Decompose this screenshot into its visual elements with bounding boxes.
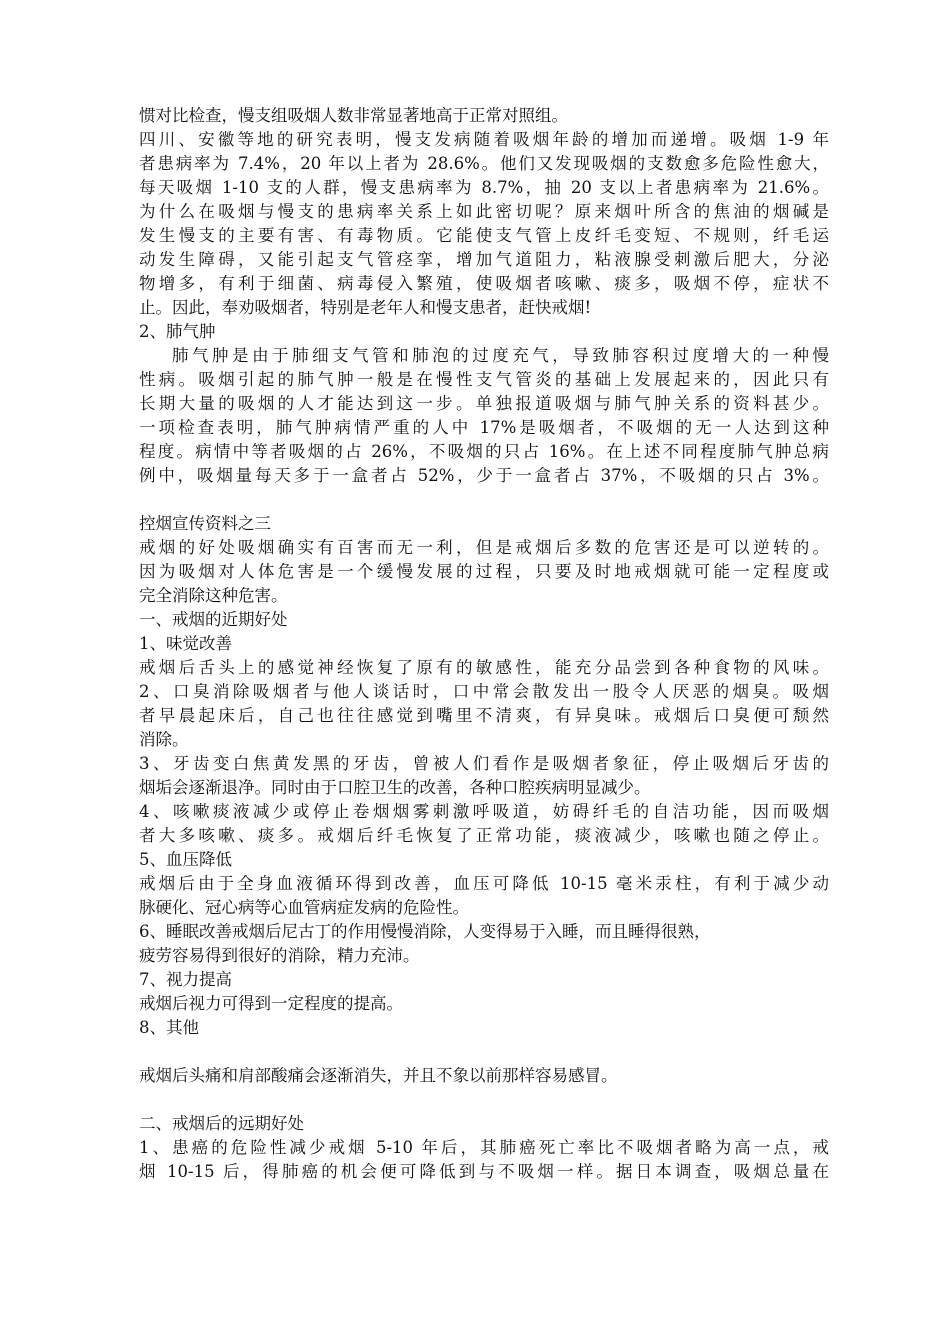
text-line: 性病。吸烟引起的肺气肿一般是在慢性支气管炎的基础上发展起来的，因此只有	[139, 370, 829, 389]
text-line: 程度。病情中等者吸烟的占 26%，不吸烟的只占 16%。在上述不同程度肺气肿总病	[139, 442, 829, 461]
blank-line	[139, 1088, 829, 1112]
section-heading: 2、肺气肿	[139, 322, 216, 341]
text-line: 烟垢会逐渐退净。同时由于口腔卫生的改善，各种口腔疾病明显减少。	[139, 778, 651, 797]
text-line: 戒烟后舌头上的感觉神经恢复了原有的敏感性，能充分品尝到各种食物的风味。	[139, 658, 829, 677]
text-line: 例中，吸烟量每天多于一盒者占 52%，少于一盒者占 37%，不吸烟的只占 3%。	[139, 466, 829, 485]
text-line: 烟 10-15 后，得肺癌的机会便可降低到与不吸烟一样。据日本调查，吸烟总量在	[139, 1162, 829, 1181]
text-line: 脉硬化、冠心病等心血管病症发病的危险性。	[139, 898, 469, 917]
blank-line	[139, 488, 829, 512]
text-line: 疲劳容易得到很好的消除，精力充沛。	[139, 946, 420, 965]
text-line: 肺气肿是由于肺细支气管和肺泡的过度充气，导致肺容积过度增大的一种慢	[172, 346, 829, 365]
text-line: 为什么在吸烟与慢支的患病率关系上如此密切呢？原来烟叶所含的焦油的烟碱是	[139, 202, 829, 221]
document-page	[139, 104, 829, 1184]
section-heading: 8、其他	[139, 1018, 199, 1037]
section-heading: 1、味觉改善	[139, 634, 232, 653]
text-line: 戒烟后由于全身血液循环得到改善，血压可降低 10-15 毫米汞柱，有利于减少动	[139, 874, 829, 893]
text-line: 4、咳嗽痰液减少或停止卷烟烟雾刺激呼吸道，妨碍纤毛的自洁功能，因而吸烟	[139, 802, 829, 821]
text-line: 惯对比检查，慢支组吸烟人数非常显著地高于正常对照组。	[139, 106, 568, 125]
text-line: 因为吸烟对人体危害是一个缓慢发展的过程，只要及时地戒烟就可能一定程度或	[139, 562, 829, 581]
text-line: 完全消除这种危害。	[139, 586, 288, 605]
blank-line	[139, 1040, 829, 1064]
text-line: 物增多，有利于细菌、病毒侵入繁殖，使吸烟者咳嗽、痰多，吸烟不停，症状不	[139, 274, 829, 293]
text-line: 6、睡眠改善戒烟后尼古丁的作用慢慢消除，人变得易于入睡，而且睡得很熟，	[139, 922, 711, 941]
text-line: 者患病率为 7.4%，20 年以上者为 28.6%。他们又发现吸烟的支数愈多危险性愈大，	[139, 154, 829, 173]
text-line: 止。因此，奉劝吸烟者，特别是老年人和慢支患者，赶快戒烟!	[139, 298, 592, 317]
text-line: 每天吸烟 1-10 支的人群，慢支患病率为 8.7%，抽 20 支以上者患病率为 21.6%。	[139, 178, 829, 197]
text-line: 发生慢支的主要有害、有毒物质。它能使支气管上皮纤毛变短、不规则，纤毛运	[139, 226, 829, 245]
section-heading: 7、视力提高	[139, 970, 232, 989]
text-line: 动发生障碍，又能引起支气管痉挛，增加气道阻力，粘液腺受刺激后肥大，分泌	[139, 250, 829, 269]
text-line: 长期大量的吸烟的人才能达到这一步。单独报道吸烟与肺气肿关系的资料甚少。	[139, 394, 829, 413]
section-heading: 二、戒烟后的远期好处	[139, 1114, 304, 1133]
text-line: 戒烟后头痛和肩部酸痛会逐渐消失，并且不象以前那样容易感冒。	[139, 1066, 618, 1085]
text-line: 3、牙齿变白焦黄发黑的牙齿，曾被人们看作是吸烟者象征，停止吸烟后牙齿的	[139, 754, 829, 773]
text-line: 者大多咳嗽、痰多。戒烟后纤毛恢复了正常功能，痰液减少，咳嗽也随之停止。	[139, 826, 829, 845]
text-line: 2、口臭消除吸烟者与他人谈话时，口中常会散发出一股令人厌恶的烟臭。吸烟	[139, 682, 829, 701]
document-title: 控烟宣传资料之三	[139, 514, 271, 533]
section-heading: 5、血压降低	[139, 850, 232, 869]
text-line: 戒烟的好处吸烟确实有百害而无一利，但是戒烟后多数的危害还是可以逆转的。	[139, 538, 829, 557]
text-line: 消除。	[139, 730, 189, 749]
text-line: 一项检查表明，肺气肿病情严重的人中 17%是吸烟者，不吸烟的无一人达到这种	[139, 418, 829, 437]
section-heading: 一、戒烟的近期好处	[139, 610, 288, 629]
text-line: 者早晨起床后，自己也往往感觉到嘴里不清爽，有异臭味。戒烟后口臭便可颓然	[139, 706, 829, 725]
text-line: 四川、安徽等地的研究表明，慢支发病随着吸烟年龄的增加而递增。吸烟 1-9 年	[139, 130, 829, 149]
text-line: 戒烟后视力可得到一定程度的提高。	[139, 994, 403, 1013]
text-line: 1、患癌的危险性减少戒烟 5-10 年后，其肺癌死亡率比不吸烟者略为高一点，戒	[139, 1138, 829, 1157]
